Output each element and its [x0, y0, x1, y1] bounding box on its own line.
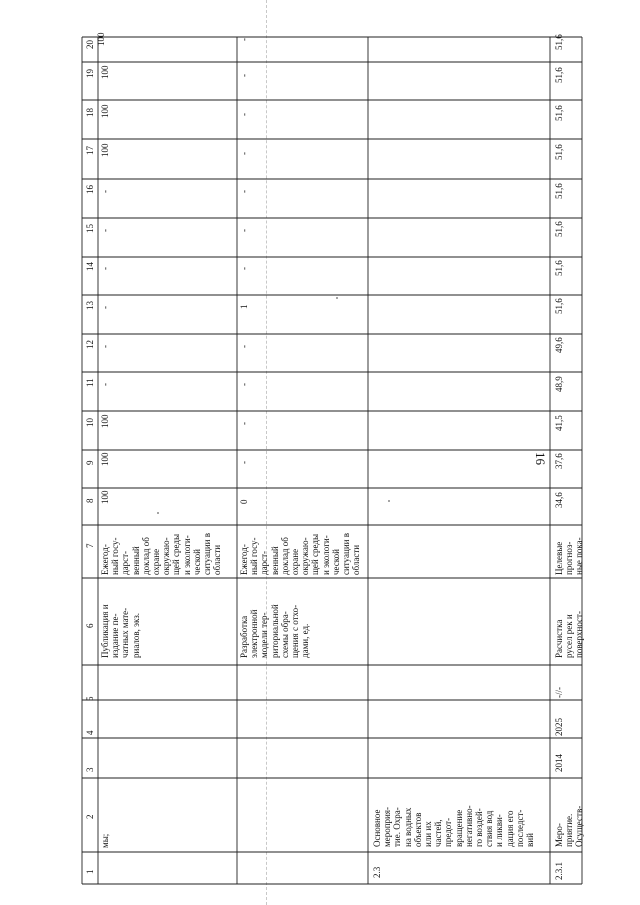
header-col-19: 19	[85, 69, 95, 78]
row-2-3-1-val-20: 51,6	[554, 34, 564, 50]
header-col-8: 8	[85, 498, 95, 503]
second-row-val-18: -	[239, 113, 249, 116]
top-row-val-10: 100	[100, 414, 110, 428]
second-row-val-17: -	[239, 152, 249, 155]
top-row-col6: Публикация и издание пе- чатных мате- риалов, экз.	[100, 604, 141, 658]
rotated-table	[82, 24, 640, 884]
row-2-3-number: 2.3	[372, 866, 382, 878]
top-row-val-17: 100	[100, 143, 110, 157]
row-2-3-1-col6: Расчистка русел рек и поверхност-	[554, 611, 585, 658]
top-row-col2: мы;	[100, 833, 110, 848]
row-2-3-1-val-13: 51,6	[554, 298, 564, 314]
scan-speck	[388, 500, 390, 502]
top-row-val-9: 100	[100, 452, 110, 466]
header-col-6: 6	[85, 623, 95, 628]
top-row-val-13: -	[100, 306, 110, 309]
header-col-14: 14	[85, 262, 95, 271]
row-2-3-1-number: 2.3.1	[554, 862, 564, 880]
row-2-3-name: Основное мероприя- тие. Охра- на водных объектов или их частей, предот- вращение негативно- го воздей- ствия вод и ликви- дация его последст- вий	[372, 805, 536, 847]
scan-speck	[157, 512, 159, 514]
row-2-3-1-val-8: 34,6	[554, 492, 564, 508]
top-row-val-11: -	[100, 383, 110, 386]
row-2-3-1-val-12: 49,6	[554, 337, 564, 353]
header-col-17: 17	[85, 146, 95, 155]
header-col-7: 7	[85, 543, 95, 548]
header-col-1: 1	[85, 869, 95, 874]
row-2-3-1-col7: Целевые прогноз- ные пока-	[554, 537, 585, 575]
second-row-val-11: -	[239, 383, 249, 386]
second-row-val-20: -	[239, 38, 249, 41]
header-col-4: 4	[85, 730, 95, 735]
row-2-3-1-val-16: 51,6	[554, 183, 564, 199]
header-col-11: 11	[85, 378, 95, 387]
row-2-3-1-val-11: 48,9	[554, 376, 564, 392]
header-col-15: 15	[85, 224, 95, 233]
second-row-val-12: -	[239, 345, 249, 348]
second-row-col7: Ежегод- ный госу- дарст- венный доклад об охране окружаю- щей среды и экологи- ческой ситуации в области	[239, 533, 362, 575]
row-2-3-1-val-14: 51,6	[554, 260, 564, 276]
second-row-val-14: -	[239, 267, 249, 270]
header-col-20: 20	[85, 40, 95, 49]
row-2-3-1-val-19: 51,6	[554, 67, 564, 83]
scan-speck	[336, 297, 338, 299]
row-2-3-1-val-15: 51,6	[554, 221, 564, 237]
row-2-3-1-val-17: 51,6	[554, 144, 564, 160]
row-2-3-1-val-9: 37,6	[554, 453, 564, 469]
header-col-12: 12	[85, 340, 95, 349]
top-row-val-18: 100	[100, 104, 110, 118]
header-col-3: 3	[85, 767, 95, 772]
second-row-val-15: -	[239, 229, 249, 232]
page-number: 16	[533, 452, 548, 465]
top-row-val-15: -	[100, 229, 110, 232]
row-2-3-1-executor: -//-	[554, 687, 564, 698]
row-2-3-1-val-18: 51,6	[554, 105, 564, 121]
row-2-3-1-to: 2025	[554, 718, 564, 736]
second-row-val-16: -	[239, 190, 249, 193]
header-col-9: 9	[85, 460, 95, 465]
top-row-val-16: -	[100, 190, 110, 193]
header-col-13: 13	[85, 301, 95, 310]
header-col-18: 18	[85, 108, 95, 117]
top-row-val-20: 100	[96, 32, 106, 46]
second-row-val-13: 1	[239, 304, 249, 309]
top-row-val-8: 100	[100, 490, 110, 504]
top-row-val-14: -	[100, 267, 110, 270]
second-row-val-9: -	[239, 461, 249, 464]
header-col-10: 10	[85, 418, 95, 427]
second-row-val-19: -	[239, 74, 249, 77]
header-col-16: 16	[85, 185, 95, 194]
row-2-3-1-val-10: 41,5	[554, 415, 564, 431]
row-2-3-1-from: 2014	[554, 754, 564, 772]
top-row-val-12: -	[100, 345, 110, 348]
second-row-col6: Разработка электронной модели тер- риториальной схемы обра- щения с отхо- дами, ед.	[239, 604, 311, 658]
second-row-val-10: -	[239, 422, 249, 425]
header-col-2: 2	[85, 814, 95, 819]
row-2-3-1-name: Меро- приятие. Осуществ-	[554, 805, 585, 847]
second-row-val-8: 0	[239, 499, 249, 504]
top-row-val-19: 100	[100, 65, 110, 79]
header-col-5: 5	[85, 696, 95, 701]
top-row-col7: Ежегод- ный госу- дарст- венный доклад об охране окружаю- щей среды и экологи- ческой ситуации в области	[100, 533, 223, 575]
